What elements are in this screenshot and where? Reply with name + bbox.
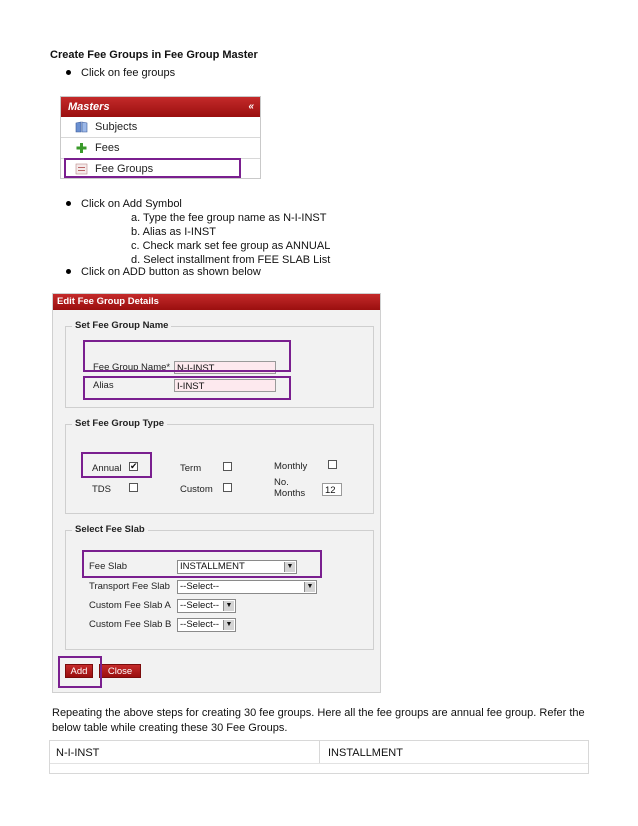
monthly-checkbox[interactable] bbox=[328, 460, 337, 469]
annual-checkbox[interactable]: ✔ bbox=[130, 461, 138, 471]
collapse-chevron-icon[interactable]: « bbox=[248, 101, 254, 112]
fieldset-fee-slab bbox=[65, 524, 374, 650]
fee-slab-value: INSTALLMENT bbox=[180, 561, 245, 572]
fee-group-name-label: Fee Group Name* bbox=[93, 362, 171, 373]
instruction-paragraph: Repeating the above steps for creating 30 fee groups. Here all the fee groups are annual fee group. Refer the below table while creating these 30 Fee Groups. bbox=[52, 707, 585, 734]
fee-group-table bbox=[49, 740, 589, 774]
custom-checkbox[interactable] bbox=[223, 483, 232, 492]
masters-item-label: Fee Groups bbox=[95, 163, 154, 175]
transport-fee-slab-label: Transport Fee Slab bbox=[89, 581, 170, 592]
masters-item-label: Fees bbox=[95, 142, 120, 154]
close-button[interactable]: Close bbox=[99, 664, 141, 678]
fee-slab-label: Fee Slab bbox=[89, 561, 128, 572]
no-months-label: No. Months bbox=[274, 477, 306, 499]
legend-group-name: Set Fee Group Name bbox=[72, 320, 171, 331]
monthly-label: Monthly bbox=[274, 461, 308, 472]
annual-label: Annual bbox=[92, 463, 122, 474]
dropdown-arrow-icon[interactable]: ▼ bbox=[304, 582, 315, 592]
highlight-alias bbox=[83, 376, 291, 400]
transport-fee-slab-select[interactable] bbox=[177, 580, 317, 594]
step-c: c. Check mark set fee group as ANNUAL bbox=[131, 240, 331, 252]
legend-group-type: Set Fee Group Type bbox=[72, 418, 167, 429]
bullet-text: Click on ADD button as shown below bbox=[81, 266, 261, 278]
step-b: b. Alias as I-INST bbox=[131, 226, 216, 238]
transport-fee-slab-value: --Select-- bbox=[180, 581, 220, 592]
table-cell: N-I-INST bbox=[56, 747, 100, 759]
bullet-dot-icon bbox=[66, 269, 71, 274]
masters-title: Masters bbox=[68, 101, 110, 113]
custom-fee-slab-a-select[interactable] bbox=[177, 599, 236, 613]
custom-fee-slab-a-value: --Select-- bbox=[180, 600, 220, 611]
dropdown-arrow-icon[interactable]: ▼ bbox=[223, 620, 234, 630]
highlight-fee-slab bbox=[82, 550, 322, 578]
bullet-text: Click on fee groups bbox=[81, 67, 176, 79]
edit-panel-title: Edit Fee Group Details bbox=[53, 294, 380, 310]
masters-item-fees[interactable] bbox=[61, 138, 260, 159]
bullet-click-add-symbol bbox=[66, 198, 182, 210]
custom-fee-slab-b-label: Custom Fee Slab B bbox=[89, 619, 172, 630]
custom-fee-slab-b-select[interactable] bbox=[177, 618, 236, 632]
masters-header[interactable] bbox=[61, 97, 260, 117]
step-a: a. Type the fee group name as N-I-INST bbox=[131, 212, 327, 224]
no-months-input[interactable]: 12 bbox=[322, 483, 342, 496]
dropdown-arrow-icon[interactable]: ▼ bbox=[223, 601, 234, 611]
edit-fee-group-panel bbox=[52, 293, 381, 693]
plus-icon bbox=[75, 142, 88, 154]
page-heading: Create Fee Groups in Fee Group Master bbox=[50, 49, 258, 61]
fee-group-name-input[interactable]: N-I-INST bbox=[174, 361, 276, 374]
highlight-group-name bbox=[83, 340, 291, 372]
alias-label: Alias bbox=[93, 380, 114, 391]
step-d: d. Select installment from FEE SLAB List bbox=[131, 254, 331, 266]
bullet-dot-icon bbox=[66, 70, 71, 75]
book-icon bbox=[75, 121, 88, 133]
bullet-text: Click on Add Symbol bbox=[81, 198, 182, 210]
tds-label: TDS bbox=[92, 484, 111, 495]
highlight-fee-groups bbox=[64, 158, 241, 178]
legend-fee-slab: Select Fee Slab bbox=[72, 524, 148, 535]
add-button[interactable]: Add bbox=[65, 664, 93, 678]
bullet-click-add-button bbox=[66, 266, 261, 278]
bullet-dot-icon bbox=[66, 201, 71, 206]
alias-input[interactable]: I-INST bbox=[174, 379, 276, 392]
custom-label: Custom bbox=[180, 484, 213, 495]
table-row-divider bbox=[50, 763, 588, 764]
dropdown-arrow-icon[interactable]: ▼ bbox=[284, 562, 295, 572]
custom-fee-slab-a-label: Custom Fee Slab A bbox=[89, 600, 171, 611]
tds-checkbox[interactable] bbox=[129, 483, 138, 492]
masters-item-subjects[interactable] bbox=[61, 117, 260, 138]
custom-fee-slab-b-value: --Select-- bbox=[180, 619, 220, 630]
highlight-annual bbox=[81, 452, 152, 478]
masters-item-label: Subjects bbox=[95, 121, 138, 133]
highlight-add-button bbox=[58, 656, 102, 688]
table-cell: INSTALLMENT bbox=[328, 747, 403, 759]
term-label: Term bbox=[180, 463, 202, 474]
table-column-divider bbox=[319, 741, 320, 763]
term-checkbox[interactable] bbox=[223, 462, 232, 471]
bullet-click-fee-groups bbox=[66, 67, 175, 79]
